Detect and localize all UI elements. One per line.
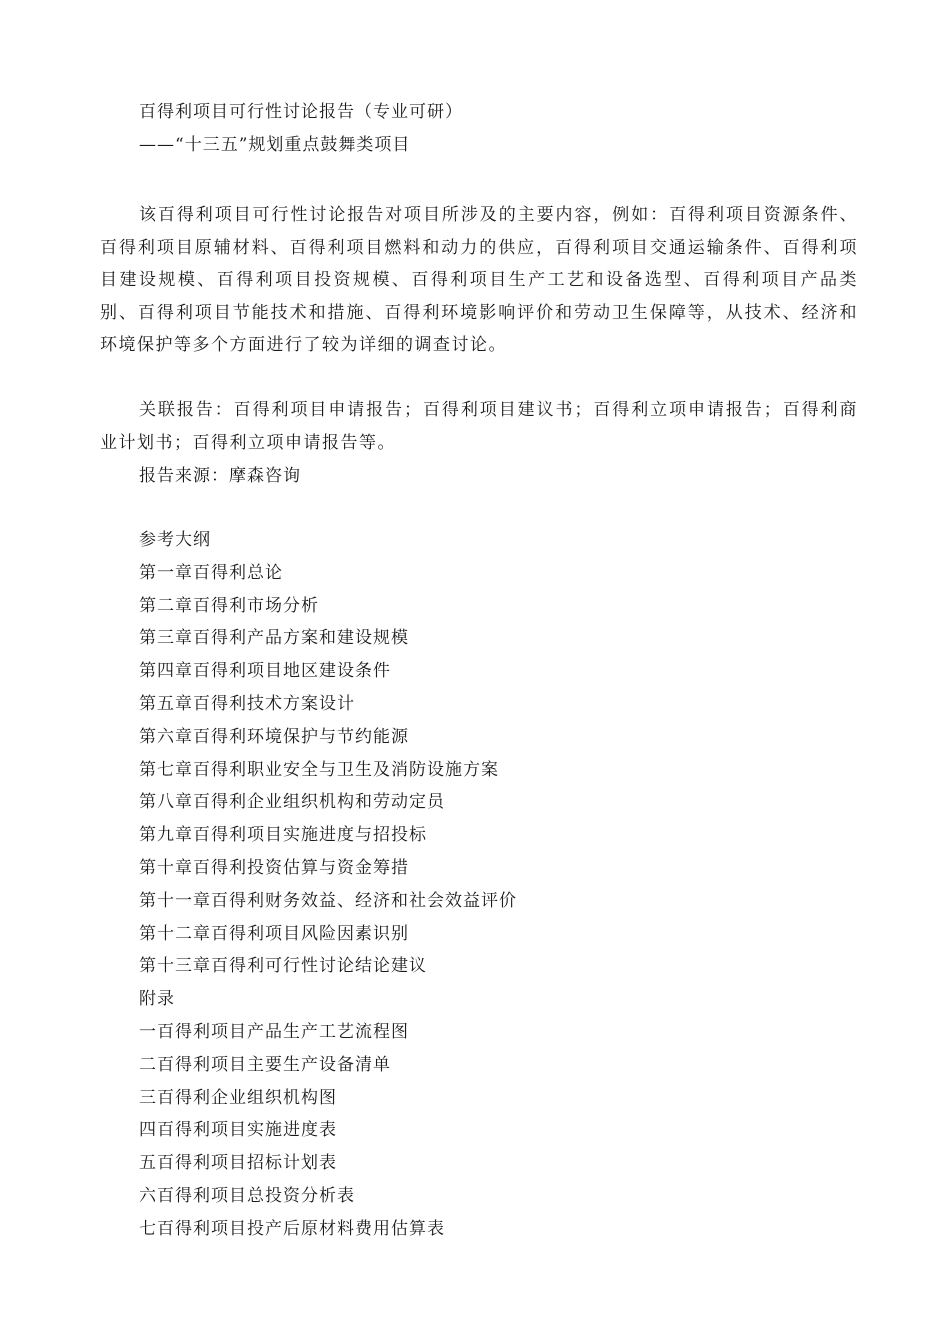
outline-item: 第八章百得利企业组织机构和劳动定员 [139, 792, 445, 813]
appendix-heading: 附录 [139, 989, 175, 1010]
outline-item: 第四章百得利项目地区建设条件 [139, 661, 391, 682]
outline-heading: 参考大纲 [139, 530, 211, 550]
outline-item: 第十二章百得利项目风险因素识别 [139, 923, 409, 944]
outline-item: 第十一章百得利财务效益、经济和社会效益评价 [139, 890, 517, 911]
document-subtitle: ——“十三五”规划重点鼓舞类项目 [139, 135, 411, 155]
intro-paragraph: 该百得利项目可行性讨论报告对项目所涉及的主要内容，例如：百得利项目资源条件、百得利项目原辅材料、百得利项目燃料和动力的供应，百得利项目交通运输条件、百得利项目建设规模、百得利项目投资规模、百得利项目生产工艺和设备选型、百得利项目产品类别、百得利项目节能技术和措施、百得利环境影响评价和劳动卫生保障等，从技术、经济和环境保护等多个方面进行了较为详细的调查讨论。 [100, 205, 858, 355]
appendix-item: 七百得利项目投产后原材料费用估算表 [139, 1218, 445, 1239]
outline-item: 第二章百得利市场分析 [139, 595, 319, 616]
report-source: 报告来源：摩森咨询 [139, 466, 301, 486]
outline-list [139, 530, 517, 1252]
document-title: 百得利项目可行性讨论报告（专业可研） [139, 102, 463, 122]
outline-item: 第五章百得利技术方案设计 [139, 693, 355, 714]
related-reports-paragraph: 关联报告：百得利项目申请报告；百得利项目建议书；百得利立项申请报告；百得利商业计划书；百得利立项申请报告等。 [100, 400, 858, 453]
outline-item: 第十章百得利投资估算与资金筹措 [139, 857, 409, 878]
outline-item: 第九章百得利项目实施进度与招投标 [139, 825, 427, 846]
appendix-item: 三百得利企业组织机构图 [139, 1087, 337, 1108]
outline-item: 第六章百得利环境保护与节约能源 [139, 726, 409, 747]
outline-item: 第三章百得利产品方案和建设规模 [139, 628, 409, 649]
appendix-item: 六百得利项目总投资分析表 [139, 1185, 355, 1206]
outline-item: 第一章百得利总论 [139, 562, 283, 583]
appendix-item: 五百得利项目招标计划表 [139, 1153, 337, 1174]
appendix-item: 二百得利项目主要生产设备清单 [139, 1054, 391, 1075]
outline-item: 第七章百得利职业安全与卫生及消防设施方案 [139, 759, 499, 780]
outline-item: 第十三章百得利可行性讨论结论建议 [139, 956, 427, 977]
appendix-item: 四百得利项目实施进度表 [139, 1120, 337, 1141]
appendix-item: 一百得利项目产品生产工艺流程图 [139, 1021, 409, 1042]
